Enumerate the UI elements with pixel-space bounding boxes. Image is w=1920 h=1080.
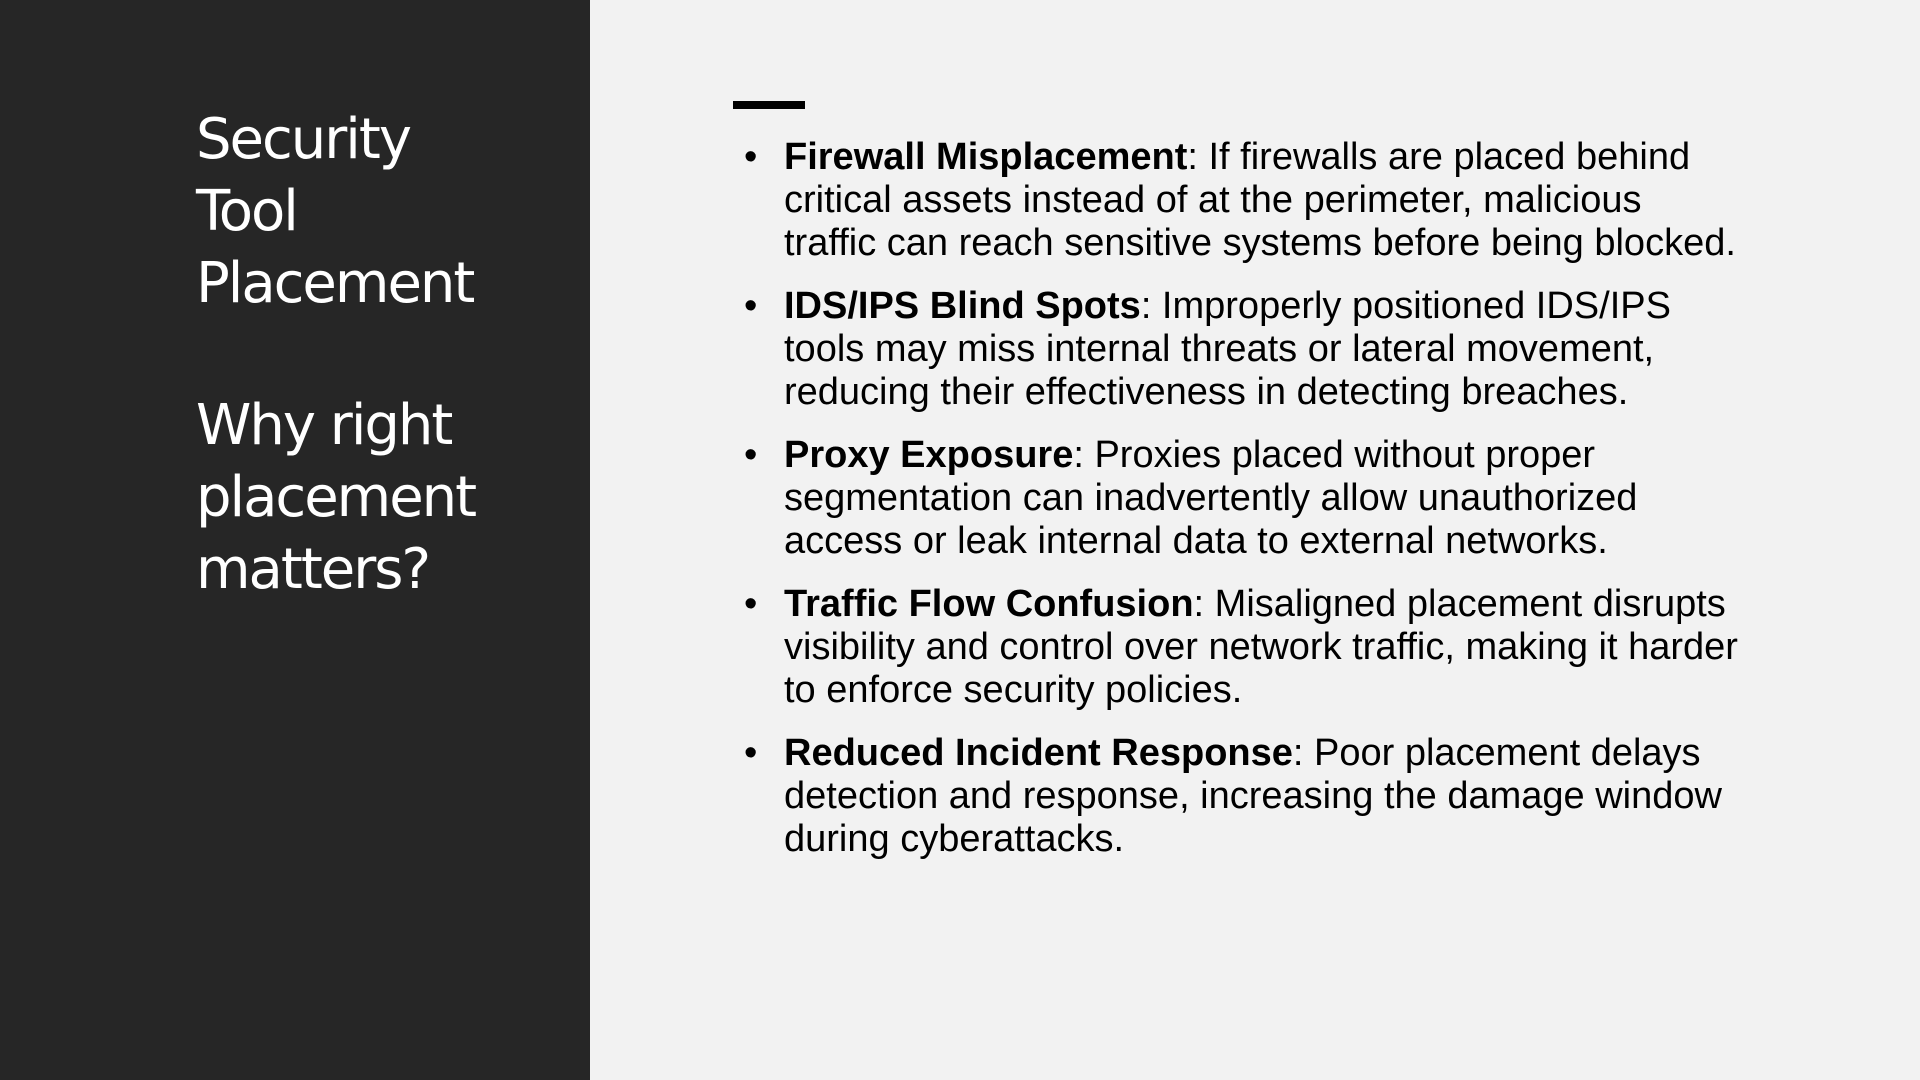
- title-line: Security: [196, 107, 410, 172]
- bullet-term: Reduced Incident Response: [784, 732, 1293, 774]
- accent-bar: [733, 101, 805, 109]
- bullet-separator: :: [1140, 285, 1152, 327]
- title-spacer: [196, 320, 576, 390]
- bullet-text: Misaligned placement disrupts visibility and control over network traffic, making it harder to enforce security policies.: [784, 583, 1738, 711]
- title-panel: [0, 0, 590, 1080]
- bullet-term: Proxy Exposure: [784, 434, 1074, 476]
- bullet-icon: •: [744, 583, 758, 625]
- bullet-item: [744, 434, 1744, 563]
- bullet-item: [744, 732, 1744, 861]
- slide-title: [196, 104, 576, 606]
- bullet-term: Firewall Misplacement: [784, 136, 1188, 178]
- bullet-icon: •: [744, 732, 758, 774]
- bullet-text: If firewalls are placed behind critical assets instead of at the perimeter, malicious traffic can reach sensitive systems before being blocked.: [784, 136, 1736, 264]
- bullet-icon: •: [744, 285, 758, 327]
- bullet-separator: :: [1193, 583, 1205, 625]
- title-line: Placement: [196, 251, 474, 316]
- subtitle-line: Why right: [196, 393, 452, 458]
- bullet-item: [744, 285, 1744, 414]
- bullet-text: Proxies placed without proper segmentation can inadvertently allow unauthorized access or leak internal data to external networks.: [784, 434, 1638, 562]
- bullet-term: IDS/IPS Blind Spots: [784, 285, 1141, 327]
- bullet-term: Traffic Flow Confusion: [784, 583, 1194, 625]
- bullet-icon: •: [744, 434, 758, 476]
- bullet-text: Improperly positioned IDS/IPS tools may miss internal threats or lateral movement, reducing their effectiveness in detecting breaches.: [784, 285, 1671, 413]
- title-line: Tool: [196, 179, 297, 244]
- bullet-separator: :: [1073, 434, 1084, 476]
- bullet-list: [744, 136, 1744, 881]
- subtitle-line: matters?: [196, 537, 430, 602]
- subtitle-line: placement: [196, 465, 476, 530]
- bullet-icon: •: [744, 136, 758, 178]
- bullet-item: [744, 583, 1744, 712]
- bullet-text: Poor placement delays detection and response, increasing the damage window during cyberattacks.: [784, 732, 1722, 860]
- bullet-separator: :: [1187, 136, 1198, 178]
- bullet-item: [744, 136, 1744, 265]
- bullet-separator: :: [1292, 732, 1304, 774]
